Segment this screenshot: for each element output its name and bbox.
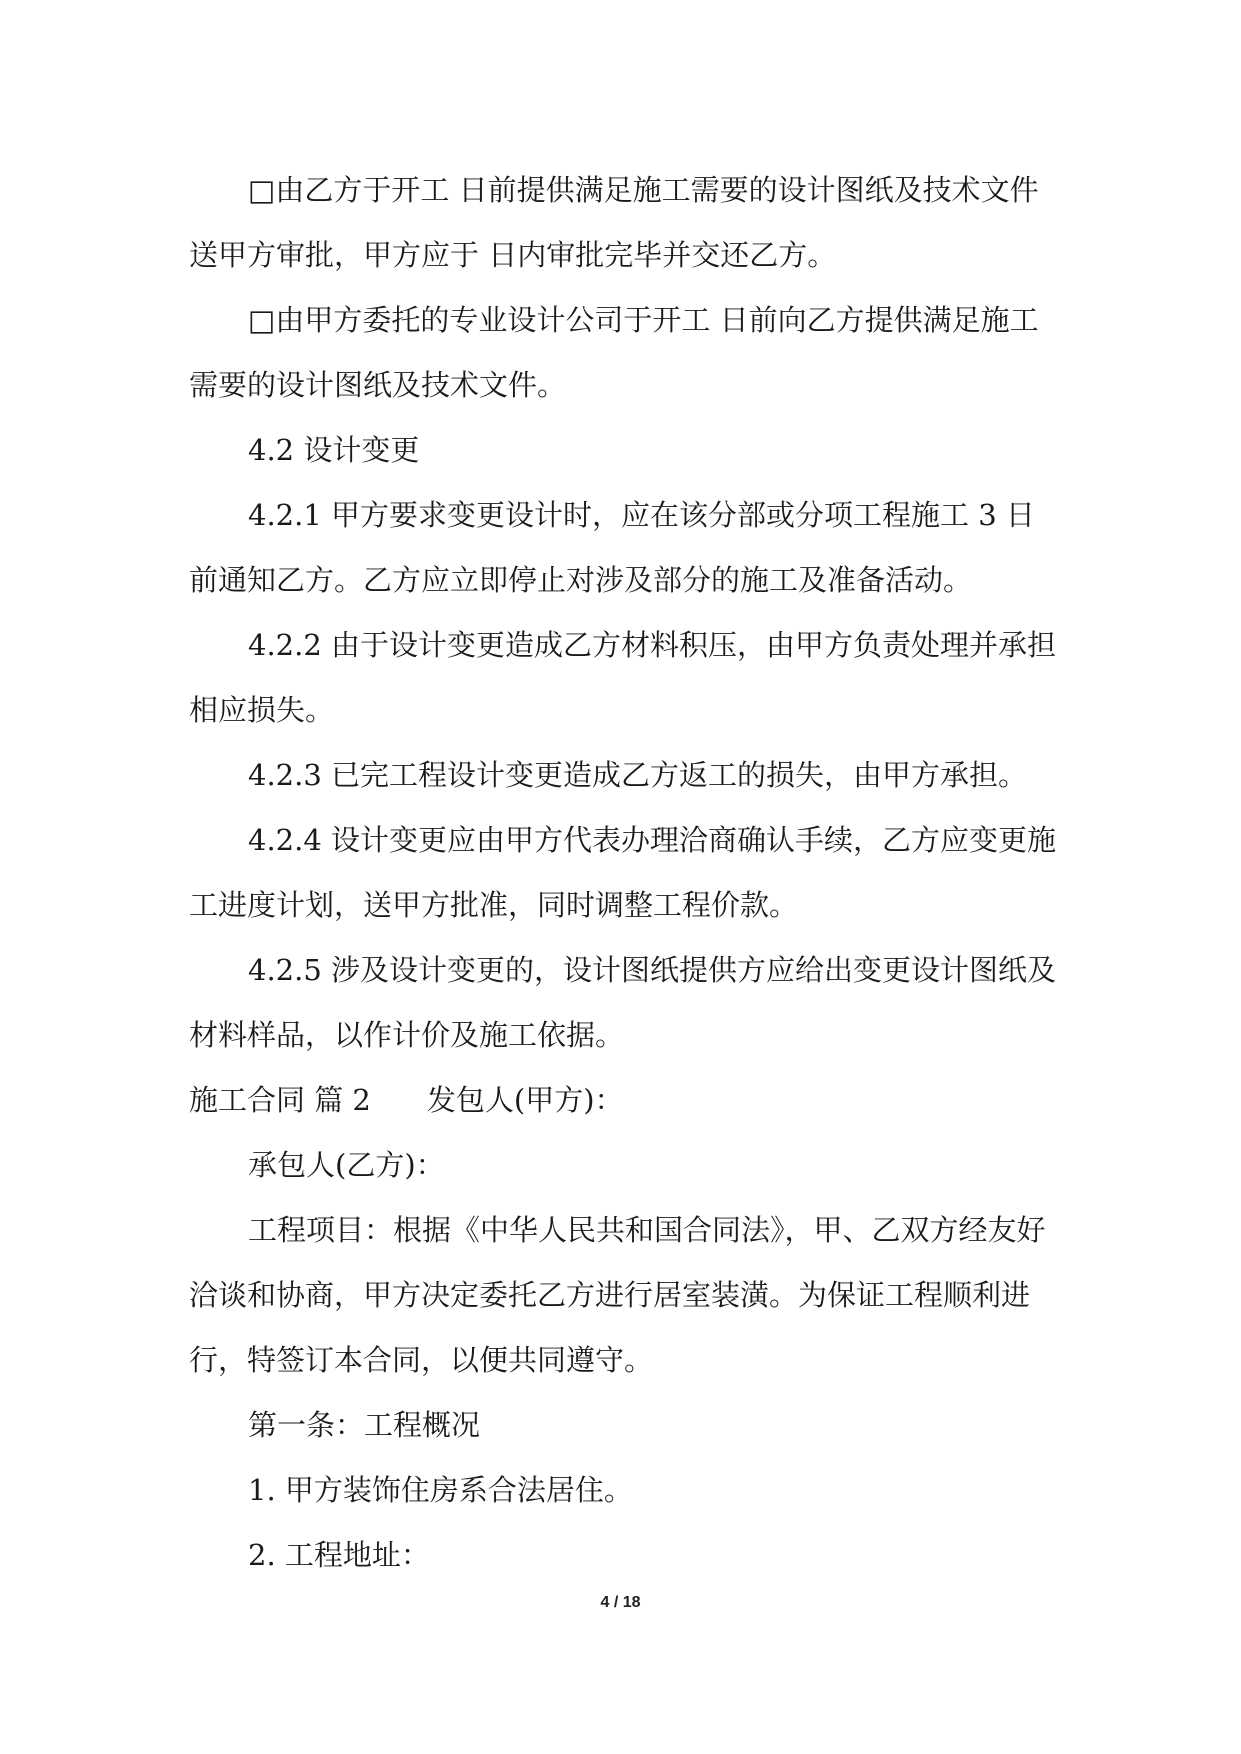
contract-heading-line	[189, 1068, 1059, 1133]
list-item: 2. 工程地址：	[248, 1538, 430, 1572]
party-b-label: 承包人(乙方)：	[248, 1148, 445, 1182]
paragraph: □由甲方委托的专业设计公司于开工 日前向乙方提供满足施工需要的设计图纸及技术文件。	[189, 303, 1039, 402]
list-item: 1. 甲方装饰住房系合法居住。	[248, 1473, 633, 1507]
article-heading: 第一条：工程概况	[248, 1408, 481, 1442]
document-body	[189, 158, 1059, 1588]
paragraph: 4.2.4 设计变更应由甲方代表办理洽商确认手续，乙方应变更施工进度计划，送甲方批准，同时调整工程价款。	[189, 823, 1057, 922]
contract-section-title: 施工合同 篇 2	[189, 1083, 371, 1117]
paragraph: 4.2.2 由于设计变更造成乙方材料积压，由甲方负责处理并承担相应损失。	[189, 628, 1057, 727]
section-subheading: 4.2 设计变更	[248, 433, 420, 467]
paragraph: 4.2.1 甲方要求变更设计时，应在该分部或分项工程施工 3 日前通知乙方。乙方应立即停止对涉及部分的施工及准备活动。	[189, 498, 1035, 597]
paragraph: 工程项目：根据《中华人民共和国合同法》，甲、乙双方经友好洽谈和协商，甲方决定委托乙方进行居室装潢。为保证工程顺利进行，特签订本合同，以便共同遵守。	[189, 1213, 1046, 1377]
party-a-label: 发包人(甲方)：	[426, 1083, 624, 1117]
paragraph: □由乙方于开工 日前提供满足施工需要的设计图纸及技术文件送甲方审批，甲方应于 日内审批完毕并交还乙方。	[189, 173, 1039, 272]
paragraph: 4.2.5 涉及设计变更的，设计图纸提供方应给出变更设计图纸及材料样品，以作计价及施工依据。	[189, 953, 1057, 1052]
page-number: 4 / 18	[600, 1594, 641, 1611]
paragraph: 4.2.3 已完工程设计变更造成乙方返工的损失，由甲方承担。	[248, 758, 1028, 792]
